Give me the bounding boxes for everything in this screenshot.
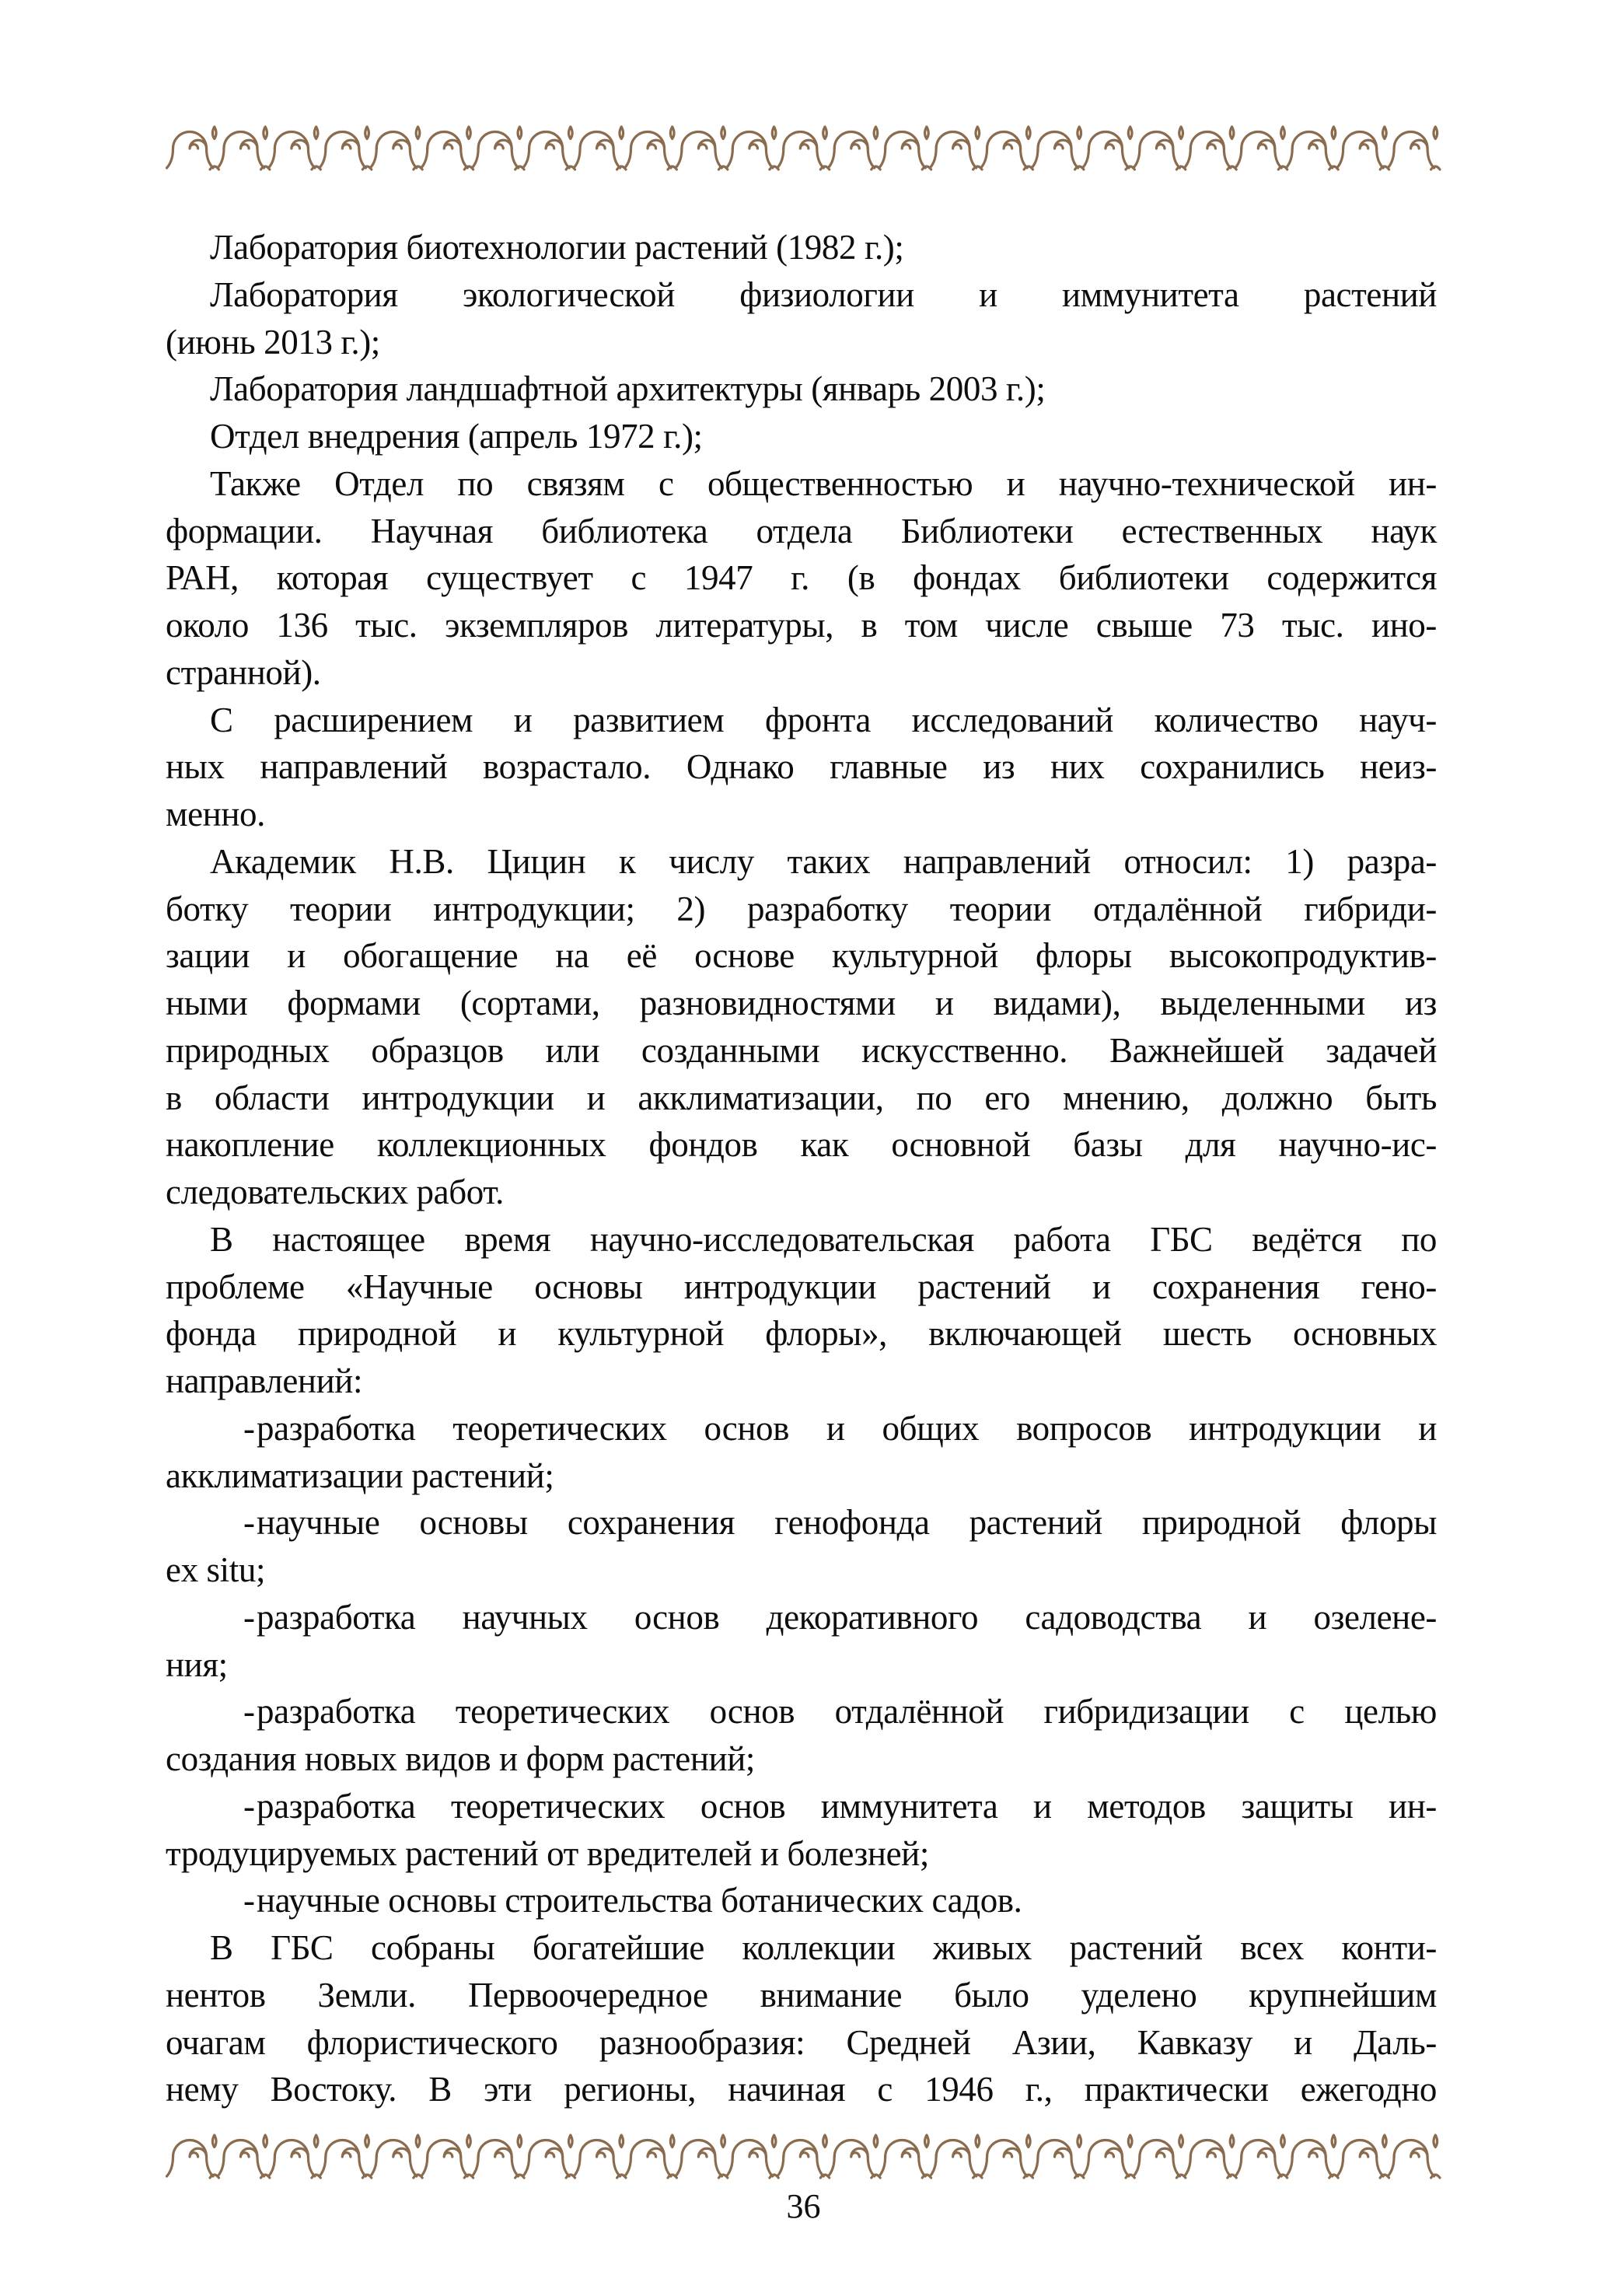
text-line: В настоящее время научно-исследовательская работа ГБС ведётся по <box>210 1219 1437 1259</box>
ornament-border-top-icon <box>166 122 1438 173</box>
page-number: 36 <box>786 2187 821 2225</box>
text-line: В ГБС собраны богатейшие коллекции живых растений всех конти- <box>210 1928 1437 1967</box>
text-line: направлений: <box>166 1361 363 1400</box>
text-line: Лаборатория ландшафтной архитектуры (январь 2003 г.); <box>210 369 1046 409</box>
text-line: фонда природной и культурной флоры», включающей шесть основных <box>166 1314 1437 1354</box>
text-line: Также Отдел по связям с общественностью и научно-технической ин- <box>210 463 1437 503</box>
text-line: -разработка научных основ декоративного садоводства и озелене- <box>166 1594 1437 1641</box>
text-line: нему Востоку. В эти регионы, начиная с 1946 г., практически ежегодно <box>166 2070 1437 2109</box>
text-line: странной). <box>166 652 321 692</box>
text-line: Академик Н.В. Цицин к числу таких направлений относил: 1) разра- <box>210 841 1437 881</box>
text-line: ботку теории интродукции; 2) разработку теории отдалённой гибриди- <box>166 889 1437 928</box>
text-line: С расширением и развитием фронта исследований количество науч- <box>210 700 1437 739</box>
text-line: нентов Земли. Первоочередное внимание было уделено крупнейшим <box>166 1975 1437 2015</box>
text-line: -научные основы сохранения генофонда растений природной флоры <box>166 1499 1437 1546</box>
text-line: формации. Научная библиотека отдела Библиотеки естественных наук <box>166 511 1437 550</box>
text-line: -разработка теоретических основ отдалённой гибридизации с целью <box>166 1688 1437 1735</box>
text-line: акклиматизации растений; <box>166 1456 554 1495</box>
text-line: -разработка теоретических основ и общих вопросов интродукции и <box>166 1405 1437 1452</box>
list-marker: - <box>243 1786 255 1826</box>
text-line: зации и обогащение на её основе культурной флоры высокопродуктив- <box>166 936 1437 976</box>
text-line: накопление коллекционных фондов как основной базы для научно-ис- <box>166 1125 1437 1165</box>
text-line: Лаборатория экологической физиологии и иммунитета растений <box>210 274 1437 314</box>
text-line: следовательских работ. <box>166 1172 504 1211</box>
text-line: природных образцов или созданными искусственно. Важнейшей задачей <box>166 1030 1437 1070</box>
text-line: тродуцируемых растений от вредителей и болезней; <box>166 1833 929 1873</box>
text-line: около 136 тыс. экземпляров литературы, в том числе свыше 73 тыс. ино- <box>166 606 1437 645</box>
text-block <box>166 224 1437 2113</box>
text-line: -научные основы строительства ботанических садов. <box>166 1877 1437 1924</box>
text-line: менно. <box>166 795 265 833</box>
text-line: ния; <box>166 1644 228 1684</box>
list-marker: - <box>243 1692 255 1732</box>
text-line: Лаборатория биотехнологии растений (1982 г.); <box>210 228 904 267</box>
list-marker: - <box>243 1408 255 1448</box>
list-marker: - <box>243 1503 255 1543</box>
list-marker: - <box>243 1597 255 1637</box>
ornament-border-bottom-icon <box>166 2130 1438 2182</box>
text-line: Отдел внедрения (апрель 1972 г.); <box>210 417 703 456</box>
text-line: (июнь 2013 г.); <box>166 322 380 362</box>
text-line: РАН, которая существует с 1947 г. (в фондах библиотеки содержится <box>166 558 1437 598</box>
text-line: -разработка теоретических основ иммунитета и методов защиты ин- <box>166 1783 1437 1830</box>
text-line: ных направлений возрастало. Однако главные из них сохранились неиз- <box>166 747 1437 787</box>
text-line: проблеме «Научные основы интродукции растений и сохранения гено- <box>166 1267 1437 1306</box>
list-marker: - <box>243 1881 255 1920</box>
text-line: ex situ; <box>166 1550 266 1589</box>
text-line: создания новых видов и форм растений; <box>166 1739 756 1778</box>
text-line: очагам флористического разнообразия: Средней Азии, Кавказу и Даль- <box>166 2022 1437 2062</box>
text-line: в области интродукции и акклиматизации, по его мнению, должно быть <box>166 1078 1437 1117</box>
text-line: ными формами (сортами, разновидностями и видами), выделенными из <box>166 984 1437 1022</box>
